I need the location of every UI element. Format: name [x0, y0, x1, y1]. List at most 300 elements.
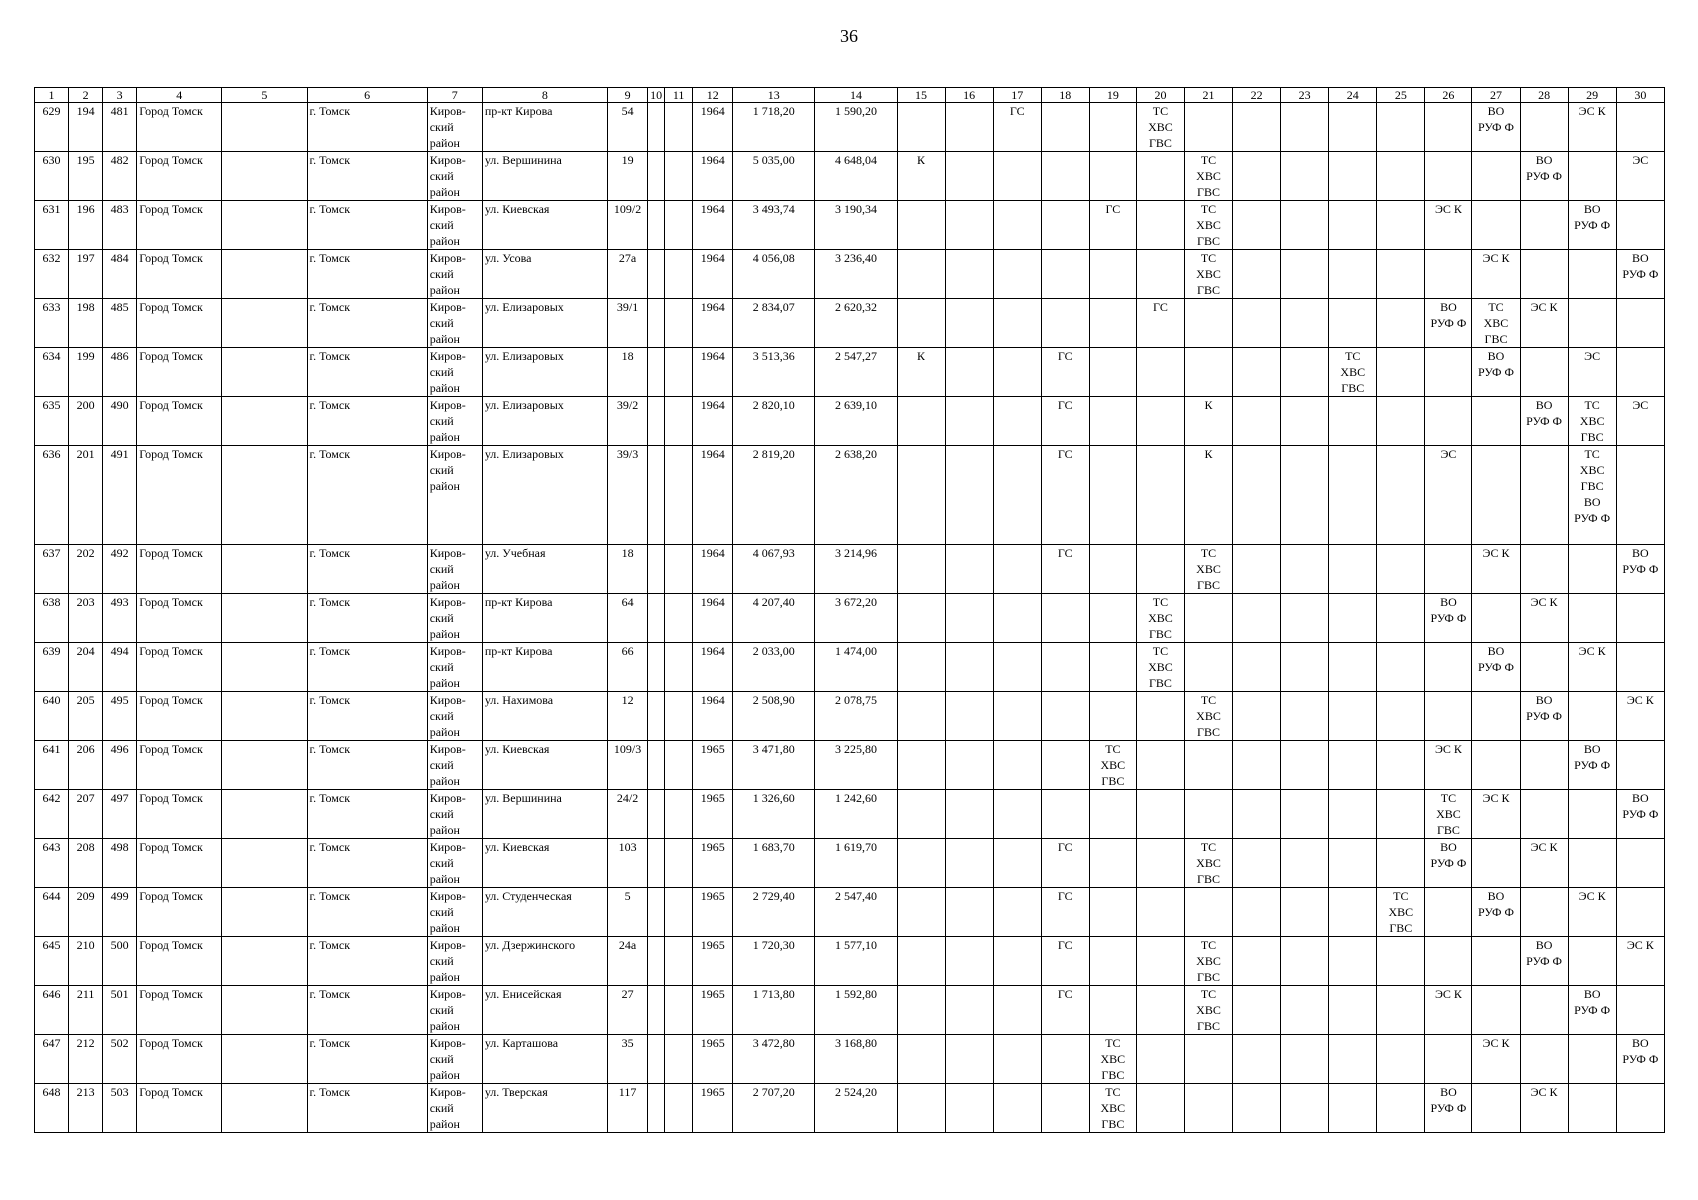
cell-col-13: 3 493,74: [733, 201, 815, 250]
column-header-8: 8: [482, 88, 607, 103]
cell-col-29: [1568, 888, 1616, 937]
cell-col-28: [1520, 545, 1568, 594]
cell-col-13: 2 820,10: [733, 397, 815, 446]
cell-col-20: [1136, 937, 1184, 986]
cell-col-29: [1568, 348, 1616, 397]
cell-col-7: [427, 103, 482, 152]
cell-col-9: 27: [608, 986, 648, 1035]
cell-line: ЭС К: [1482, 1036, 1510, 1050]
cell-col-10: [648, 839, 665, 888]
cell-col-17: [993, 643, 1041, 692]
cell-col-18: [1041, 103, 1089, 152]
cell-col-9: 18: [608, 545, 648, 594]
cell-col-19: [1089, 1084, 1136, 1133]
cell-col-14: 3 190,34: [815, 201, 897, 250]
cell-col-12: 1964: [693, 103, 733, 152]
cell-col-29: [1568, 1084, 1616, 1133]
cell-col-17: [993, 692, 1041, 741]
cell-line: ЭС К: [1578, 104, 1606, 118]
cell-col-18: [1041, 1035, 1089, 1084]
cell-col-15: [897, 201, 945, 250]
cell-col-11: [665, 692, 693, 741]
cell-col-30: [1616, 446, 1664, 545]
cell-line: ГВС: [1101, 774, 1125, 788]
cell-line: район: [429, 970, 460, 984]
cell-col-6: г. Томск: [307, 250, 427, 299]
cell-col-4: Город Томск: [137, 594, 222, 643]
cell-col-1: 641: [35, 741, 69, 790]
cell-col-12: 1964: [693, 201, 733, 250]
cell-line: ВО: [1487, 889, 1505, 903]
cell-col-17: [993, 937, 1041, 986]
cell-col-11: [665, 986, 693, 1035]
cell-col-21: [1184, 201, 1232, 250]
cell-col-10: [648, 348, 665, 397]
cell-col-15: [897, 152, 945, 201]
cell-col-3: 497: [103, 790, 137, 839]
cell-col-30: [1616, 643, 1664, 692]
cell-col-25: [1377, 937, 1425, 986]
cell-col-24: [1329, 937, 1377, 986]
cell-col-26: [1425, 545, 1472, 594]
cell-col-29: [1568, 397, 1616, 446]
table-row: [35, 348, 1665, 397]
cell-col-25: [1377, 839, 1425, 888]
cell-line: район: [429, 872, 460, 886]
cell-col-11: [665, 888, 693, 937]
cell-line: ХВС: [1388, 905, 1414, 919]
cell-col-28: [1520, 201, 1568, 250]
cell-col-4: Город Томск: [137, 1084, 222, 1133]
cell-line: Киров-: [429, 251, 466, 265]
cell-col-25: [1377, 103, 1425, 152]
cell-col-19: [1089, 201, 1136, 250]
cell-col-23: [1281, 201, 1329, 250]
cell-line: Киров-: [429, 938, 466, 952]
cell-col-14: 2 547,27: [815, 348, 897, 397]
cell-col-13: 1 683,70: [733, 839, 815, 888]
cell-line: ЭС К: [1578, 889, 1606, 903]
cell-line: ВО: [1440, 840, 1457, 854]
cell-col-10: [648, 790, 665, 839]
cell-col-5: [222, 348, 307, 397]
cell-col-17: [993, 152, 1041, 201]
cell-line: ХВС: [1483, 316, 1509, 330]
cell-col-7: [427, 839, 482, 888]
cell-col-24: [1329, 1084, 1377, 1133]
cell-col-15: [897, 937, 945, 986]
cell-col-20: [1136, 1084, 1184, 1133]
cell-col-4: Город Томск: [137, 397, 222, 446]
cell-col-27: [1472, 937, 1520, 986]
cell-line: ТС: [1488, 300, 1504, 314]
cell-col-5: [222, 1035, 307, 1084]
cell-line: ХВС: [1579, 414, 1605, 428]
cell-col-5: [222, 986, 307, 1035]
cell-col-12: 1964: [693, 152, 733, 201]
cell-line: ГС: [1057, 938, 1073, 952]
cell-line: ский: [429, 1101, 454, 1115]
cell-col-11: [665, 250, 693, 299]
cell-col-3: 482: [103, 152, 137, 201]
cell-line: район: [429, 136, 460, 150]
cell-col-11: [665, 545, 693, 594]
cell-col-8: пр-кт Кирова: [482, 594, 607, 643]
cell-col-9: 24а: [608, 937, 648, 986]
cell-col-8: ул. Елизаровых: [482, 299, 607, 348]
cell-col-26: [1425, 397, 1472, 446]
column-header-2: 2: [69, 88, 103, 103]
cell-col-21: [1184, 1035, 1232, 1084]
register-table: [34, 87, 1665, 1133]
cell-col-26: [1425, 250, 1472, 299]
cell-col-2: 206: [69, 741, 103, 790]
cell-line: ГВС: [1197, 1019, 1220, 1033]
cell-col-3: 502: [103, 1035, 137, 1084]
cell-col-11: [665, 446, 693, 545]
cell-col-18: [1041, 937, 1089, 986]
cell-line: К: [1204, 398, 1213, 412]
cell-col-13: 4 207,40: [733, 594, 815, 643]
cell-col-8: ул. Студенческая: [482, 888, 607, 937]
cell-col-21: [1184, 545, 1232, 594]
cell-col-15: [897, 397, 945, 446]
cell-col-24: [1329, 299, 1377, 348]
cell-col-6: г. Томск: [307, 594, 427, 643]
cell-col-13: 2 819,20: [733, 446, 815, 545]
column-header-27: 27: [1472, 88, 1520, 103]
cell-col-24: [1329, 692, 1377, 741]
cell-col-21: [1184, 397, 1232, 446]
cell-col-17: [993, 201, 1041, 250]
cell-col-20: [1136, 888, 1184, 937]
cell-col-25: [1377, 790, 1425, 839]
cell-col-13: 5 035,00: [733, 152, 815, 201]
cell-col-29: [1568, 446, 1616, 545]
cell-col-28: [1520, 1084, 1568, 1133]
cell-line: РУФ Ф: [1430, 316, 1467, 330]
column-header-28: 28: [1520, 88, 1568, 103]
cell-col-26: [1425, 986, 1472, 1035]
cell-col-12: 1965: [693, 790, 733, 839]
cell-col-5: [222, 839, 307, 888]
cell-col-11: [665, 1084, 693, 1133]
cell-col-11: [665, 594, 693, 643]
cell-col-23: [1281, 790, 1329, 839]
column-header-4: 4: [137, 88, 222, 103]
cell-col-11: [665, 839, 693, 888]
cell-col-1: 642: [35, 790, 69, 839]
cell-col-7: [427, 790, 482, 839]
cell-line: Киров-: [429, 840, 466, 854]
cell-col-16: [945, 201, 993, 250]
cell-col-6: г. Томск: [307, 446, 427, 545]
cell-line: район: [429, 627, 460, 641]
cell-line: ский: [429, 1052, 454, 1066]
cell-line: ский: [429, 316, 454, 330]
column-header-29: 29: [1568, 88, 1616, 103]
cell-col-30: [1616, 594, 1664, 643]
table-row: [35, 103, 1665, 152]
cell-col-14: 3 672,20: [815, 594, 897, 643]
cell-line: ЭС: [1632, 398, 1649, 412]
cell-line: Киров-: [429, 546, 466, 560]
cell-line: ГВС: [1197, 234, 1220, 248]
cell-col-30: [1616, 741, 1664, 790]
cell-line: ВО: [1487, 644, 1505, 658]
cell-line: Киров-: [429, 153, 466, 167]
cell-line: ТС: [1200, 153, 1217, 167]
cell-col-3: 493: [103, 594, 137, 643]
cell-col-12: 1965: [693, 1084, 733, 1133]
cell-col-2: 203: [69, 594, 103, 643]
cell-col-1: 633: [35, 299, 69, 348]
cell-col-21: [1184, 937, 1232, 986]
cell-col-27: [1472, 1035, 1520, 1084]
table-row: [35, 937, 1665, 986]
cell-col-16: [945, 397, 993, 446]
cell-col-24: [1329, 790, 1377, 839]
cell-line: ВО: [1583, 742, 1601, 756]
cell-col-8: ул. Тверская: [482, 1084, 607, 1133]
cell-line: ский: [429, 414, 454, 428]
cell-col-20: [1136, 103, 1184, 152]
cell-line: ГС: [1057, 447, 1073, 461]
cell-line: район: [429, 1019, 460, 1033]
cell-line: ГВС: [1148, 627, 1172, 641]
cell-col-7: [427, 888, 482, 937]
cell-line: ЭС К: [1626, 938, 1654, 952]
cell-col-2: 202: [69, 545, 103, 594]
cell-col-19: [1089, 250, 1136, 299]
cell-col-6: г. Томск: [307, 1084, 427, 1133]
cell-col-19: [1089, 741, 1136, 790]
cell-col-19: [1089, 397, 1136, 446]
cell-col-14: 3 214,96: [815, 545, 897, 594]
cell-col-20: [1136, 299, 1184, 348]
cell-col-13: 1 720,30: [733, 937, 815, 986]
cell-col-25: [1377, 348, 1425, 397]
cell-line: ХВС: [1100, 1052, 1126, 1066]
cell-col-10: [648, 937, 665, 986]
cell-col-27: [1472, 692, 1520, 741]
cell-line: ГВС: [1197, 872, 1220, 886]
cell-col-8: пр-кт Кирова: [482, 103, 607, 152]
cell-line: Киров-: [429, 104, 466, 118]
cell-col-25: [1377, 250, 1425, 299]
cell-col-8: ул. Дзержинского: [482, 937, 607, 986]
cell-col-28: [1520, 446, 1568, 545]
cell-col-2: 198: [69, 299, 103, 348]
cell-col-9: 103: [608, 839, 648, 888]
cell-line: ХВС: [1196, 1003, 1221, 1017]
cell-col-17: [993, 446, 1041, 545]
cell-col-15: [897, 348, 945, 397]
cell-col-16: [945, 839, 993, 888]
cell-col-22: [1233, 103, 1281, 152]
cell-line: ский: [429, 169, 454, 183]
cell-col-21: [1184, 594, 1232, 643]
cell-col-26: [1425, 839, 1472, 888]
cell-col-7: [427, 741, 482, 790]
cell-col-14: 2 078,75: [815, 692, 897, 741]
cell-col-22: [1233, 986, 1281, 1035]
cell-col-12: 1964: [693, 446, 733, 545]
cell-col-27: [1472, 1084, 1520, 1133]
cell-col-30: [1616, 152, 1664, 201]
cell-col-6: г. Томск: [307, 643, 427, 692]
cell-col-3: 486: [103, 348, 137, 397]
table-row: [35, 299, 1665, 348]
cell-line: ТС: [1105, 1036, 1121, 1050]
cell-line: РУФ Ф: [1478, 120, 1514, 134]
cell-col-24: [1329, 839, 1377, 888]
cell-line: Киров-: [429, 1085, 466, 1099]
cell-line: ский: [429, 463, 454, 477]
cell-line: ГВС: [1148, 136, 1172, 150]
cell-col-18: [1041, 790, 1089, 839]
cell-col-15: [897, 839, 945, 888]
cell-col-29: [1568, 839, 1616, 888]
cell-col-25: [1377, 594, 1425, 643]
cell-col-15: [897, 1035, 945, 1084]
table-row: [35, 250, 1665, 299]
cell-col-22: [1233, 299, 1281, 348]
cell-col-11: [665, 299, 693, 348]
cell-line: К: [1204, 447, 1213, 461]
cell-col-18: [1041, 741, 1089, 790]
cell-line: ВО: [1632, 251, 1649, 265]
cell-col-14: 4 648,04: [815, 152, 897, 201]
cell-col-13: 1 326,60: [733, 790, 815, 839]
column-header-26: 26: [1425, 88, 1472, 103]
table-row: [35, 545, 1665, 594]
cell-col-3: 491: [103, 446, 137, 545]
cell-col-20: [1136, 741, 1184, 790]
cell-col-27: [1472, 299, 1520, 348]
cell-col-5: [222, 888, 307, 937]
cell-line: ЭС К: [1482, 546, 1510, 560]
cell-col-16: [945, 446, 993, 545]
cell-col-30: [1616, 1035, 1664, 1084]
cell-col-6: г. Томск: [307, 545, 427, 594]
cell-line: ВО: [1583, 495, 1601, 509]
cell-col-8: ул. Усова: [482, 250, 607, 299]
cell-col-27: [1472, 397, 1520, 446]
cell-line: ТС: [1152, 595, 1169, 609]
cell-col-19: [1089, 299, 1136, 348]
cell-col-1: 637: [35, 545, 69, 594]
cell-line: Киров-: [429, 742, 466, 756]
cell-col-9: 64: [608, 594, 648, 643]
cell-col-5: [222, 299, 307, 348]
cell-line: ский: [429, 954, 454, 968]
cell-line: ГВС: [1101, 1117, 1125, 1131]
cell-line: район: [429, 823, 460, 837]
cell-line: ГВС: [1197, 185, 1220, 199]
cell-line: ЭС К: [1530, 595, 1558, 609]
cell-col-6: г. Томск: [307, 790, 427, 839]
cell-col-7: [427, 299, 482, 348]
cell-line: ГВС: [1389, 921, 1413, 935]
cell-col-30: [1616, 1084, 1664, 1133]
cell-line: ГС: [1153, 300, 1168, 314]
cell-col-14: 3 168,80: [815, 1035, 897, 1084]
cell-col-4: Город Томск: [137, 741, 222, 790]
cell-col-20: [1136, 201, 1184, 250]
cell-col-2: 194: [69, 103, 103, 152]
cell-col-17: [993, 103, 1041, 152]
column-header-13: 13: [733, 88, 815, 103]
cell-col-4: Город Томск: [137, 888, 222, 937]
cell-line: ХВС: [1100, 758, 1126, 772]
cell-col-1: 639: [35, 643, 69, 692]
cell-col-26: [1425, 299, 1472, 348]
cell-col-27: [1472, 839, 1520, 888]
cell-col-13: 2 729,40: [733, 888, 815, 937]
cell-col-24: [1329, 397, 1377, 446]
cell-line: ТС: [1200, 202, 1217, 216]
cell-col-22: [1233, 888, 1281, 937]
cell-col-12: 1964: [693, 643, 733, 692]
cell-col-24: [1329, 446, 1377, 545]
cell-col-23: [1281, 299, 1329, 348]
cell-col-18: [1041, 250, 1089, 299]
cell-col-1: 643: [35, 839, 69, 888]
cell-col-6: г. Томск: [307, 986, 427, 1035]
cell-col-14: 1 619,70: [815, 839, 897, 888]
column-header-17: 17: [993, 88, 1041, 103]
cell-col-3: 485: [103, 299, 137, 348]
cell-col-18: [1041, 692, 1089, 741]
cell-col-28: [1520, 643, 1568, 692]
cell-col-1: 636: [35, 446, 69, 545]
cell-col-15: [897, 299, 945, 348]
cell-col-28: [1520, 888, 1568, 937]
cell-col-6: г. Томск: [307, 1035, 427, 1084]
cell-col-5: [222, 446, 307, 545]
cell-col-27: [1472, 545, 1520, 594]
cell-line: РУФ Ф: [1526, 414, 1563, 428]
cell-line: ский: [429, 611, 454, 625]
cell-col-29: [1568, 103, 1616, 152]
cell-col-20: [1136, 446, 1184, 545]
table-row: [35, 397, 1665, 446]
cell-col-19: [1089, 594, 1136, 643]
cell-col-3: 496: [103, 741, 137, 790]
cell-col-4: Город Томск: [137, 643, 222, 692]
cell-col-20: [1136, 348, 1184, 397]
cell-col-9: 117: [608, 1084, 648, 1133]
cell-col-17: [993, 594, 1041, 643]
cell-col-15: [897, 250, 945, 299]
table-row: [35, 839, 1665, 888]
cell-line: ХВС: [1148, 120, 1173, 134]
cell-line: Киров-: [429, 447, 466, 461]
cell-line: Киров-: [429, 349, 466, 363]
cell-col-20: [1136, 545, 1184, 594]
cell-line: ЭС: [1584, 349, 1601, 363]
cell-col-19: [1089, 348, 1136, 397]
cell-col-16: [945, 152, 993, 201]
cell-col-21: [1184, 986, 1232, 1035]
cell-col-13: 2 033,00: [733, 643, 815, 692]
column-header-1: 1: [35, 88, 69, 103]
cell-col-9: 24/2: [608, 790, 648, 839]
cell-line: ТС: [1152, 104, 1169, 118]
cell-col-15: [897, 643, 945, 692]
cell-col-14: 3 225,80: [815, 741, 897, 790]
